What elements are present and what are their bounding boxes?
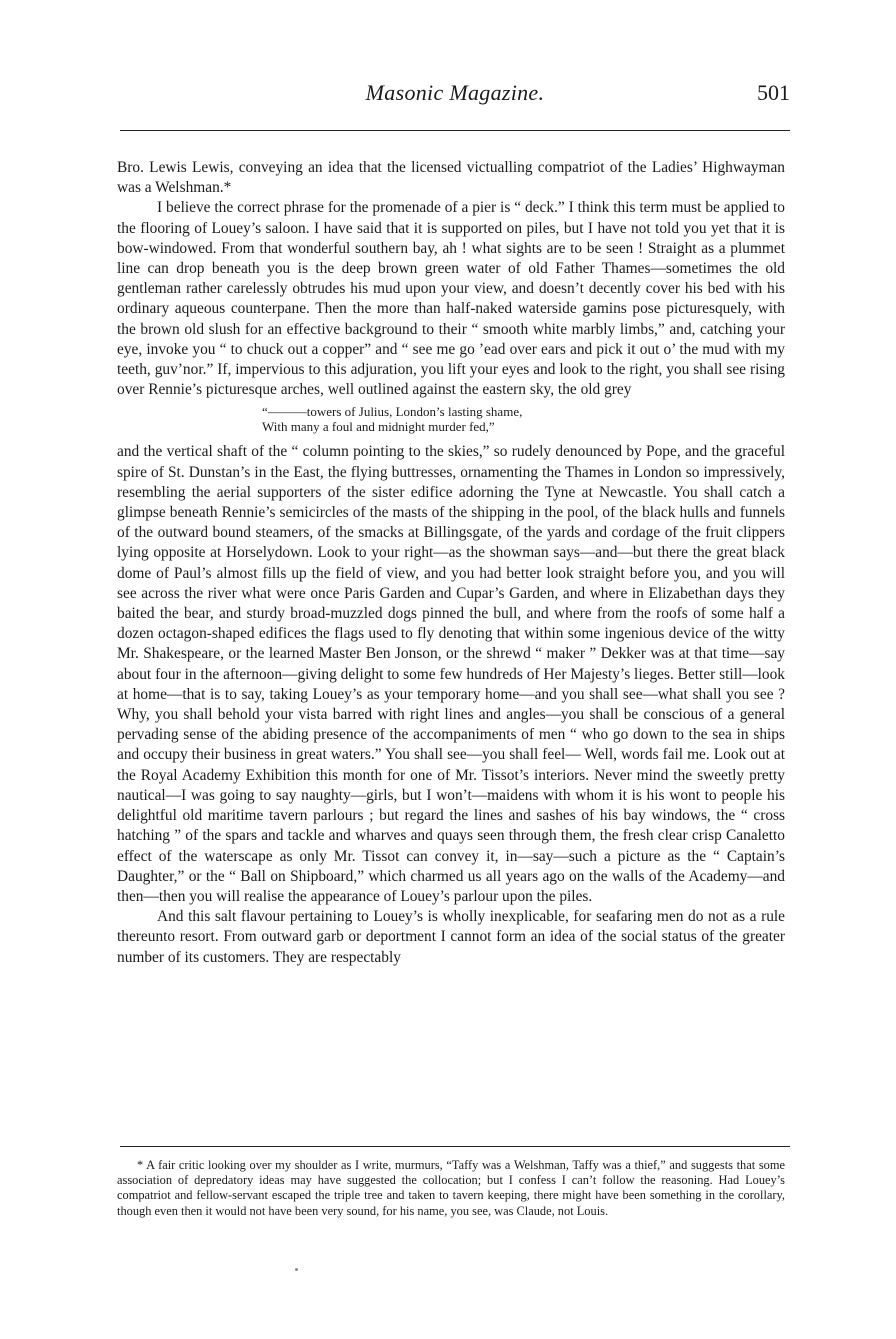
verse-quotation	[117, 404, 785, 434]
page-number: 501	[757, 80, 790, 105]
footnote-text: * A fair critic looking over my shoulder as I write, murmurs, “Taffy was a Welshman, Taffy was a thief,” and suggests that some association of depredatory ideas may have suggested the collocation; but I confess I can’t follow the reasoning. Had Louey’s compatriot and fellow-servant escaped the triple tree and taken to tavern keeping, there might have been something in the corollary, though even then it would not have been very sound, for his name, you see, was Claude, not Louis.	[117, 1158, 785, 1218]
quote-line-2: With many a foul and midnight murder fed,”	[262, 419, 495, 435]
print-speck	[295, 1268, 298, 1271]
paragraph-4: And this salt flavour pertaining to Louey’s is wholly inexplicable, for seafaring men do not as a rule thereunto resort. From outward garb or deportment I cannot form an idea of the social status of the greater number of its customers. They are respectably	[117, 908, 785, 966]
magazine-title: Masonic Magazine.	[365, 80, 545, 105]
footnote	[117, 1158, 785, 1219]
paragraph-1: Bro. Lewis Lewis, conveying an idea that the licensed victualling compatriot of the Ladies’ Highwayman was a Welshman.*	[117, 159, 785, 197]
paragraph-3: and the vertical shaft of the “ column pointing to the skies,” so rudely denounced by Pope, and the graceful spire of St. Dunstan’s in the East, the flying buttresses, ornamenting the Thames in London so impressively, resembling the aerial supporters of the sister edifice adorning the Tyne at Newcastle. You shall catch a glimpse beneath Rennie’s semicircles of the masts of the shipping in the pool, of the black hulls and funnels of the outward bound steamers, of the smacks at Billingsgate, of the yards and cordage of the fruit clippers lying opposite at Horselydown. Look to your right—as the showman says—and—but there the great black dome of Paul’s almost fills up the field of view, and you had better look straight before you, and you will see across the river what were once Paris Garden and Cupar’s Garden, and where in Elizabethan days they baited the bear, and sturdy broad-muzzled dogs pinned the bull, and where from the roofs of some half a dozen octagon-shaped edifices the flags used to fly denoting that within some ingenious device of the witty Mr. Shakespeare, or the learned Master Ben Jonson, or the shrewd “ maker ” Dekker was at that time—say about four in the afternoon—giving delight to some few hundreds of Her Majesty’s lieges. Better still—look at home—that is to say, taking Louey’s as your temporary home—and you shall see—what shall you see ? Why, you shall behold your vista barred with right lines and angles—you shall be conscious of a general pervading sense of the abiding presence of the accompaniments of men “ who go down to the sea in ships and occupy their business in great waters.” You shall see—you shall feel— Well, words fail me. Look out at the Royal Academy Exhibition this month for one of Mr. Tissot’s interiors. Never mind the sweetly pretty nautical—I was going to say naughty—girls, but I won’t—maidens with whom it is his wont to people his delightful old maritime tavern parlours ; but regard the lines and sashes of his bay windows, the “ cross hatching ” of the spars and tackle and wharves and quays seen through them, the fresh clear crisp Canaletto effect of the waterscape as only Mr. Tissot can convey it, in—say—such a picture as the “ Captain’s Daughter,” or the “ Ball on Shipboard,” which charmed us all years ago on the walls of the Academy—and then—then you will realise the appearance of Louey’s parlour upon the piles.	[117, 443, 785, 905]
paragraph-2: I believe the correct phrase for the promenade of a pier is “ deck.” I think this term must be applied to the flooring of Louey’s saloon. I have said that it is supported on piles, but I have not told you yet that it is bow-windowed. From that wonderful southern bay, ah ! what sights are to be seen ! Straight as a plummet line can drop beneath you is the deep brown green water of old Father Thames—sometimes the old gentleman rather carelessly obtrudes his mud upon your view, and doesn’t decently cover his bed with his ordinary aqueous counterpane. Then the more than half-naked waterside gamins pose picturesquely, with the brown old slush for an effective background to their “ smooth white marbly limbs,” and, catching your eye, invoke you “ to chuck out a copper” and “ see me go ’ead over ears and pick it out o’ the mud with my teeth, guv’nor.” If, impervious to this adjuration, you lift your eyes and look to the right, you shall see rising over Rennie’s picturesque arches, well outlined against the eastern sky, the old grey	[117, 199, 785, 399]
quote-line-1: “———towers of Julius, London’s lasting shame,	[262, 404, 523, 420]
article-body	[117, 158, 785, 968]
header-rule	[120, 130, 790, 131]
running-header	[120, 80, 790, 116]
footnote-rule	[120, 1146, 790, 1147]
